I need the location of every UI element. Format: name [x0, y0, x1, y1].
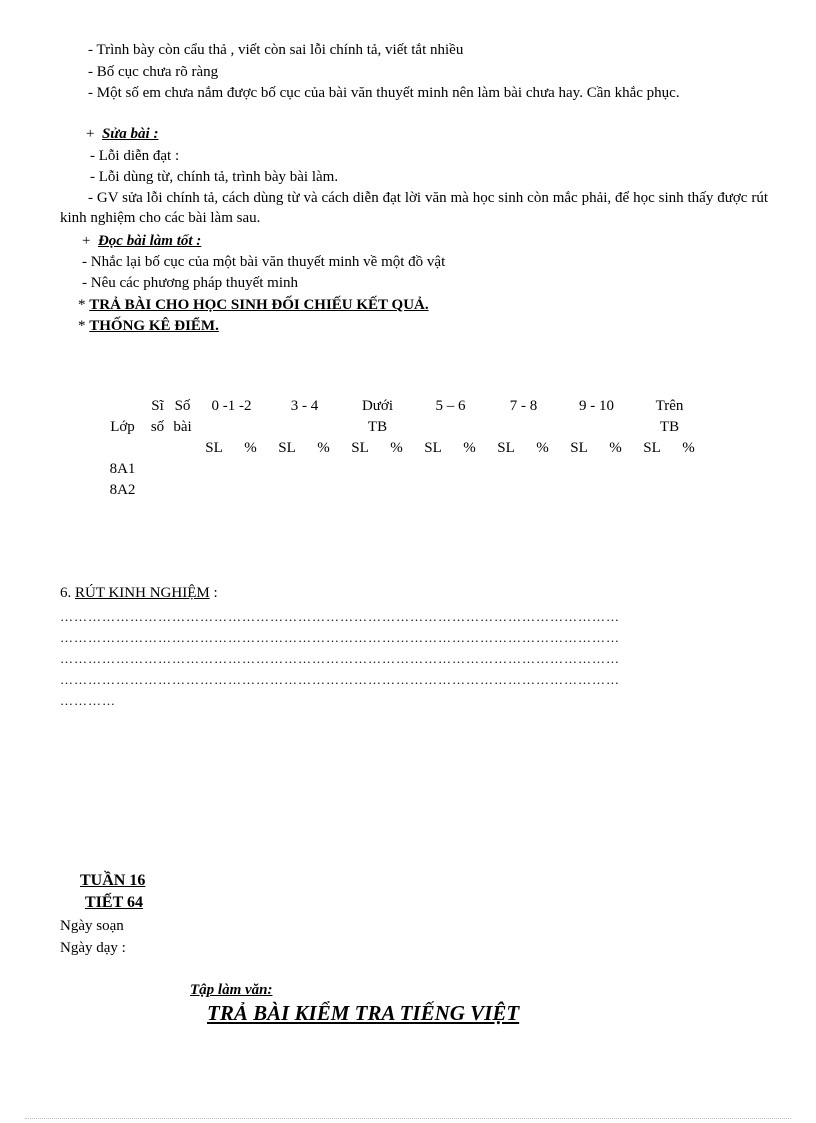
- thong-ke-title: THỐNG KÊ ĐIỂM.: [89, 318, 219, 334]
- sua-bai-line-2: - Lỗi dùng từ, chính tả, trình bày bài làm.: [90, 169, 339, 185]
- score-statistics-table: [100, 398, 706, 503]
- table-header-cell: 3 - 4: [290, 398, 319, 414]
- doc-bai-line-1: - Nhắc lại bố cục của một bài văn thuyết minh về một đồ vật: [82, 254, 446, 270]
- tra-bai-heading: [78, 295, 429, 315]
- percent-header: %: [609, 440, 622, 456]
- doc-bai-line-2: - Nêu các phương pháp thuyết minh: [82, 275, 299, 291]
- remark-line-2: - Bố cục chưa rõ ràng: [88, 64, 219, 80]
- table-header-cell: 5 – 6: [435, 398, 466, 414]
- teach-date-label: Ngày dạy :: [60, 940, 126, 956]
- sl-header: SL: [351, 440, 369, 456]
- sl-header: SL: [497, 440, 515, 456]
- sua-bai-title: Sửa bài :: [101, 126, 159, 142]
- table-header-cell: 7 - 8: [509, 398, 538, 414]
- class-cell: 8A1: [109, 461, 136, 477]
- star-bullet: *: [78, 318, 86, 334]
- dotted-line: …………………………………………………………………………………………………………: [60, 609, 620, 624]
- table-header-cell: Lớp: [110, 419, 135, 435]
- doc-bai-title: Đọc bài làm tốt :: [97, 233, 202, 249]
- sua-bai-line-3: - GV sửa lỗi chính tả, cách dùng từ và cách diễn đạt lời văn mà học sinh còn mắc phải, để học sinh thấy được rút kinh nghiệm cho các bài làm sau.: [60, 190, 768, 226]
- star-bullet: *: [78, 297, 86, 313]
- table-header-cell: 9 - 10: [579, 398, 614, 414]
- class-cell: 8A2: [109, 482, 136, 498]
- sl-header: SL: [424, 440, 442, 456]
- table-header-cell: [195, 419, 268, 440]
- table-header-cell: [487, 419, 560, 440]
- doc-bai-bullet: +: [82, 233, 91, 249]
- dotted-line: …………………………………………………………………………………………………………: [60, 672, 620, 687]
- remark-line-1: - Trình bày còn cẩu thả , viết còn sai lỗi chính tả, viết tắt nhiều: [88, 42, 464, 58]
- table-header-cell: [560, 419, 633, 440]
- sua-bai-line-1: - Lỗi diễn đạt :: [90, 148, 180, 164]
- section-number: 6.: [60, 585, 72, 601]
- thong-ke-heading: [78, 316, 219, 336]
- dotted-line: …………………………………………………………………………………………………………: [60, 651, 620, 666]
- rut-kinh-nghiem-title: RÚT KINH NGHIỆM: [75, 585, 210, 601]
- table-header-cell: Sĩ: [151, 398, 164, 414]
- percent-header: %: [463, 440, 476, 456]
- subject-label: Tập làm văn:: [190, 982, 273, 998]
- week-label: TUẦN 16: [80, 872, 146, 889]
- table-row: [100, 482, 706, 503]
- percent-header: %: [390, 440, 403, 456]
- sl-header: SL: [278, 440, 296, 456]
- page-border: [25, 1118, 791, 1119]
- table-header-row-1: [100, 398, 706, 419]
- dotted-line: …………: [60, 693, 116, 708]
- dotted-line: …………………………………………………………………………………………………………: [60, 630, 620, 645]
- table-header-cell: Trên: [655, 398, 684, 414]
- table-row: [100, 461, 706, 482]
- table-header-cell: [100, 398, 145, 419]
- table-header-cell: Số: [174, 398, 191, 414]
- tra-bai-title: TRẢ BÀI CHO HỌC SINH ĐỐI CHIẾU KẾT QUẢ.: [89, 297, 429, 313]
- table-header-cell: số: [150, 419, 165, 435]
- sua-bai-heading: [86, 124, 158, 144]
- percent-header: %: [317, 440, 330, 456]
- table-header-cell: 0 -1 -2: [211, 398, 252, 414]
- heading-colon: :: [209, 585, 218, 601]
- table-header-cell: [414, 419, 487, 440]
- sl-header: SL: [205, 440, 223, 456]
- sl-header: SL: [570, 440, 588, 456]
- period-label: TIẾT 64: [85, 894, 143, 911]
- sl-header: SL: [643, 440, 661, 456]
- remark-line-3: - Một số em chưa nắm được bố cục của bài văn thuyết minh nên làm bài chưa hay. Cần khắc phục.: [88, 85, 680, 101]
- table-header-cell: [268, 419, 341, 440]
- table-header-row-2: [100, 419, 706, 440]
- doc-bai-heading: [82, 231, 201, 251]
- table-header-cell: Dưới: [361, 398, 394, 414]
- table-header-cell: bài: [173, 419, 192, 435]
- percent-header: %: [536, 440, 549, 456]
- table-header-cell: TB: [659, 419, 680, 435]
- sua-bai-bullet: +: [86, 126, 95, 142]
- rut-kinh-nghiem-heading: [60, 583, 218, 603]
- percent-header: %: [244, 440, 257, 456]
- table-header-cell: TB: [367, 419, 388, 435]
- lesson-title: TRẢ BÀI KIỂM TRA TIẾNG VIỆT: [207, 1001, 520, 1025]
- percent-header: %: [682, 440, 695, 456]
- table-subheader-row: [100, 440, 706, 461]
- prep-date-label: Ngày soạn: [60, 918, 124, 934]
